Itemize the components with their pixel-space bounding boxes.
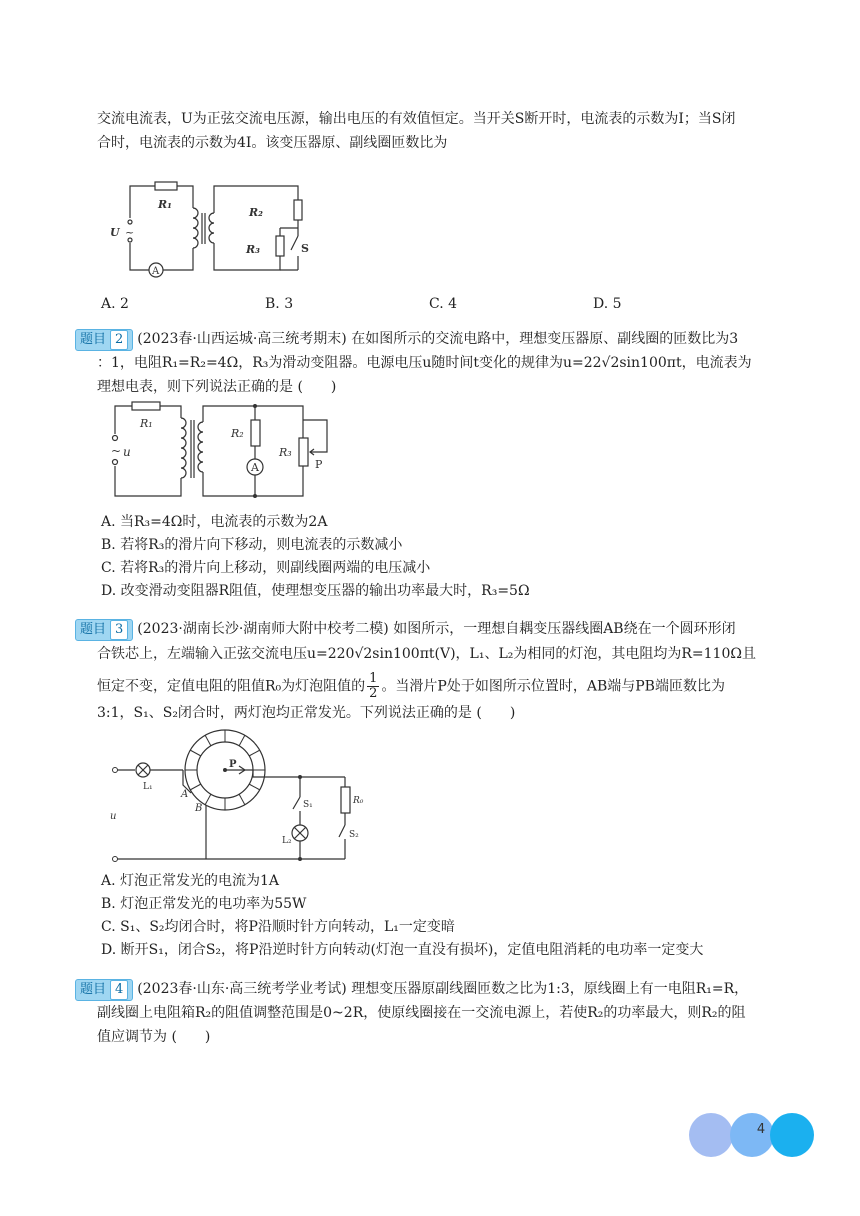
- q1-text-line2: 合时，电流表的示数为4I。该变压器原、副线圈匝数比为: [97, 135, 448, 151]
- page-number: 4: [756, 1122, 766, 1137]
- q1-option-a[interactable]: A. 2: [101, 296, 129, 312]
- q2-number: 2: [110, 330, 128, 350]
- q1-fig-label-tilde: ~: [125, 226, 135, 239]
- q2-fig-label-p: P: [315, 458, 323, 471]
- q4-text-line3: 值应调节为 ( ): [97, 1029, 211, 1045]
- page-decor-circle-left: [689, 1113, 733, 1157]
- q2-option-c[interactable]: C. 若将R₃的滑片向上移动，则副线圈两端的电压减小: [101, 560, 431, 576]
- q3-number: 3: [110, 620, 128, 640]
- q1-fig-label-r2: R₂: [249, 206, 263, 219]
- q2-fig-label-tilde: ~: [111, 444, 122, 458]
- q2-option-b[interactable]: B. 若将R₃的滑片向下移动，则电流表的示数减小: [101, 537, 403, 553]
- q3-fig-label-b: B: [195, 803, 203, 814]
- q2-fig-label-r3: R₃: [279, 446, 292, 459]
- q2-fig-label-r1: R₁: [140, 417, 153, 430]
- q3-fig-label-l1: L₁: [143, 782, 153, 792]
- q3-fig-label-u: u: [110, 811, 117, 822]
- q2-fig-ammeter-label: A: [251, 461, 259, 474]
- q2-text-line2: ：1，电阻R₁=R₂=4Ω，R₃为滑动变阻器。电源电压u随时间t变化的规律为u=22√2sin100πt，电流表为: [97, 355, 752, 371]
- q3-fig-label-p: P: [229, 759, 237, 770]
- q3-option-a[interactable]: A. 灯泡正常发光的电流为1A: [101, 873, 280, 889]
- q1-option-c[interactable]: C. 4: [429, 296, 458, 312]
- q3-fig-label-l2: L₂: [282, 836, 292, 846]
- q3-text-line4: 3:1，S₁、S₂闭合时，两灯泡均正常发光。下列说法正确的是 ( ): [97, 705, 516, 721]
- q4-text-line1: 题目 4 (2023春·山东·高三统考学业考试) 理想变压器原副线圈匝数之比为1:3，原线圈上有一电阻R₁=R，: [75, 978, 748, 1001]
- q4-text-line2: 副线圈上电阻箱R₂的阻值调整范围是0~2R，使原线圈接在一交流电源上，若使R₂的功率最大，则R₂的阻: [97, 1005, 746, 1021]
- q2-circuit-figure: [105, 400, 345, 502]
- q3-option-b[interactable]: B. 灯泡正常发光的电功率为55W: [101, 896, 307, 912]
- q2-option-d[interactable]: D. 改变滑动变阻器R阻值，使理想变压器的输出功率最大时，R₃=5Ω: [101, 583, 530, 599]
- q1-fig-label-u: U: [110, 226, 120, 239]
- q1-option-b[interactable]: B. 3: [265, 296, 294, 312]
- q3-text-line3: 恒定不变，定值电阻的阻值R₀为灯泡阻值的 $\frac{1}{2}$ 。当滑片P处于如图所示位置时，AB端与PB端匝数比为: [97, 671, 725, 701]
- q4-number: 4: [110, 980, 128, 1000]
- q2-option-a[interactable]: A. 当R₃=4Ω时，电流表的示数为2A: [101, 514, 328, 530]
- page-decor-circle-right: [770, 1113, 814, 1157]
- q2-fig-label-u: u: [123, 445, 131, 459]
- q3-circuit-figure: [105, 725, 375, 867]
- q3-fig-label-s1: S₁: [303, 800, 313, 810]
- q3-tag: 题目 3: [75, 619, 133, 641]
- q2-text-line1: 题目 2 (2023春·山西运城·高三统考期末) 在如图所示的交流电路中，理想变压器原、副线圈的匝数比为3: [75, 328, 738, 351]
- q3-text-line2: 合铁芯上，左端输入正弦交流电压u=220√2sin100πt(V)，L₁、L₂为相同的灯泡，其电阻均为R=110Ω且: [97, 646, 756, 662]
- q2-text-line3: 理想电表，则下列说法正确的是 ( ): [97, 379, 337, 395]
- q3-text-line1: 题目 3 (2023·湖南长沙·湖南师大附中校考二模) 如图所示，一理想自耦变压器线圈AB绕在一个圆环形闭: [75, 618, 736, 641]
- q2-tag: 题目 2: [75, 329, 133, 351]
- q3-fig-label-r0: R₀: [353, 796, 364, 806]
- q3-fig-label-s2: S₂: [349, 830, 359, 840]
- q3-option-d[interactable]: D. 断开S₁，闭合S₂，将P沿逆时针方向转动(灯泡一直没有损坏)，定值电阻消耗的电功率一定变大: [101, 942, 704, 958]
- q2-fig-label-r2: R₂: [231, 427, 244, 440]
- q1-text-line1: 交流电流表，U为正弦交流电压源，输出电压的有效值恒定。当开关S断开时，电流表的示数为I；当S闭: [97, 111, 736, 127]
- q4-tag: 题目 4: [75, 979, 133, 1001]
- q1-fig-ammeter-label: A: [152, 266, 160, 277]
- q1-fig-label-s: S: [301, 242, 309, 255]
- q1-circuit-figure: [105, 178, 315, 288]
- q3-fig-label-a: A: [181, 789, 189, 800]
- q1-option-d[interactable]: D. 5: [593, 296, 622, 312]
- q1-fig-label-r1: R₁: [158, 198, 172, 211]
- q1-fig-label-r3: R₃: [246, 243, 260, 256]
- q3-option-c[interactable]: C. S₁、S₂均闭合时，将P沿顺时针方向转动，L₁一定变暗: [101, 919, 455, 935]
- q3-fraction: $\frac{1}{2}$: [369, 671, 378, 701]
